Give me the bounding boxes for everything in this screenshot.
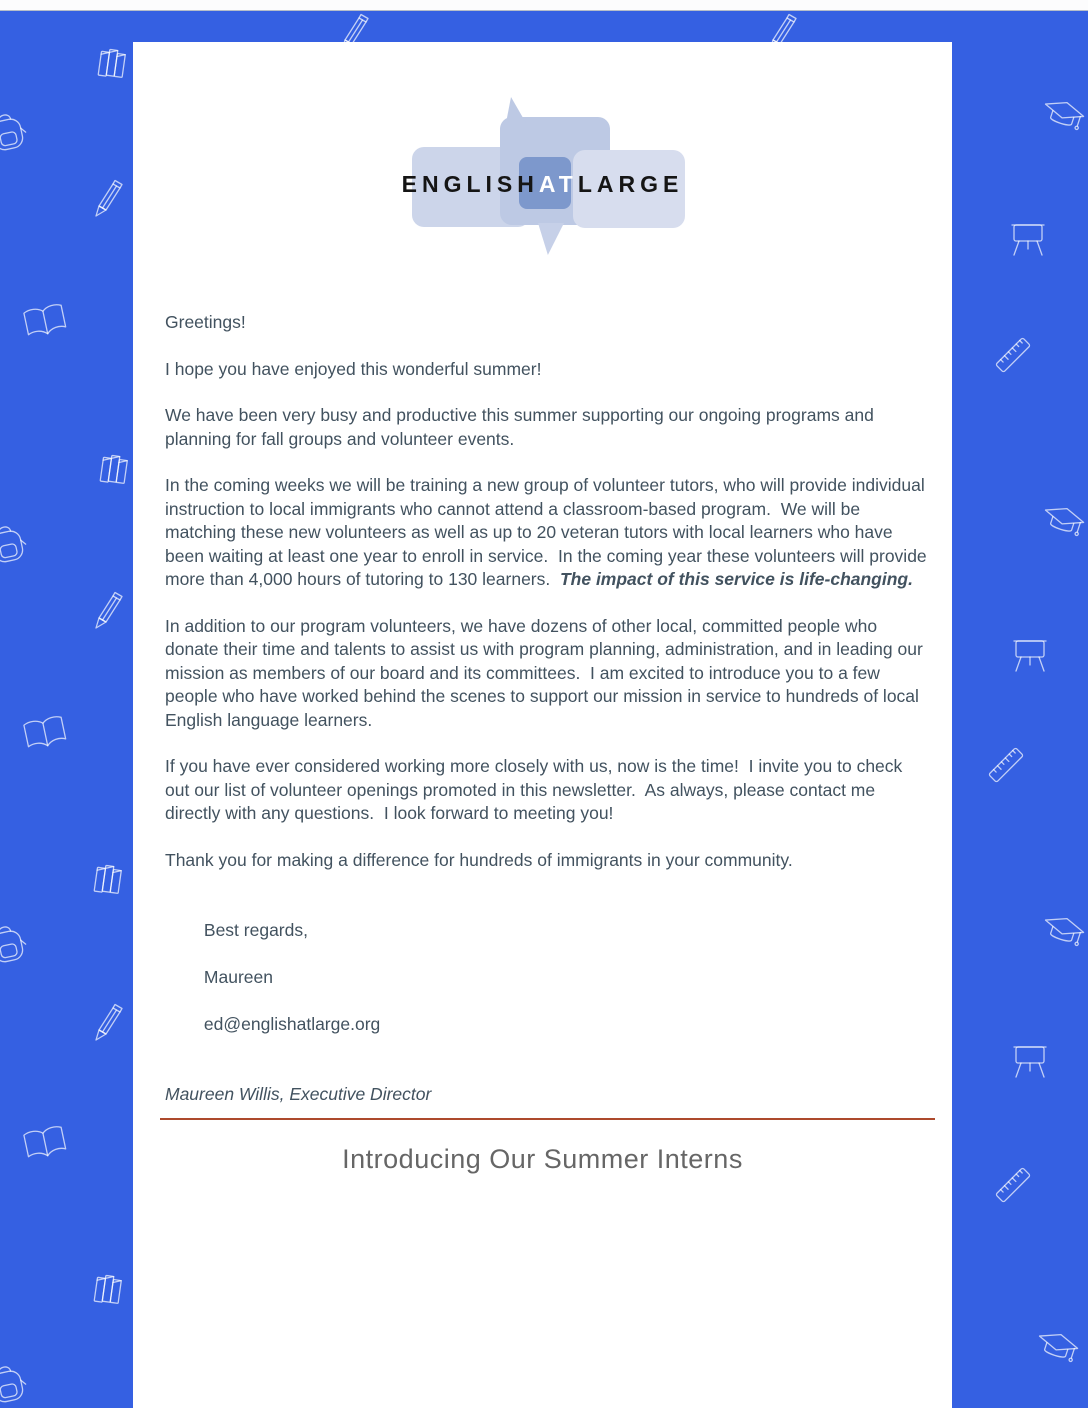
book-stack-icon xyxy=(85,855,132,902)
pencil-icon xyxy=(84,588,130,634)
open-book-icon xyxy=(16,707,74,758)
signature-line: Maureen Willis, Executive Director xyxy=(165,1083,432,1104)
letter-paragraph: In addition to our program volunteers, we have dozens of other local, committed people who donate their time and talents to assist us with program planning, administration, and in leading our mission as members of our board and its committees. I am excited to introduce you to a few people who have worked behind the scenes to support our mission in service to hundreds of local English language learners. xyxy=(165,615,928,730)
letter-paragraph: If you have ever considered working more closely with us, now is the time! I invite you to check out our list of volunteer openings promoted in this newsletter. As always, please contact me directly with any questions. I look forward to meeting you! xyxy=(165,756,908,823)
logo-word-at: AT xyxy=(538,171,578,197)
top-strip xyxy=(0,0,1088,11)
pencil-icon xyxy=(84,1000,130,1046)
signoff-line: Best regards, xyxy=(203,919,308,940)
signoff-block xyxy=(165,895,928,1060)
letter-paragraph: We have been very busy and productive this summer supporting our ongoing programs and planning for fall groups and volunteer events. xyxy=(165,405,879,449)
easel-icon xyxy=(1006,216,1050,260)
easel-icon xyxy=(1008,632,1052,676)
graduation-cap-icon xyxy=(1033,905,1088,957)
section-divider xyxy=(160,1118,935,1120)
ruler-icon xyxy=(985,744,1027,786)
book-stack-icon xyxy=(85,1265,132,1312)
emphasis-sentence: The impact of this service is life-changing. xyxy=(559,569,913,589)
book-stack-icon xyxy=(89,39,136,86)
graduation-cap-icon xyxy=(1033,495,1088,547)
speech-bubble-tail-icon xyxy=(506,97,526,123)
organization-logo xyxy=(370,95,715,285)
letter-greeting: Greetings! xyxy=(165,312,246,332)
section-heading: Introducing Our Summer Interns xyxy=(342,1144,743,1174)
letter-paragraph xyxy=(165,474,932,592)
graduation-cap-icon xyxy=(1027,1321,1086,1373)
letter-paragraph: Thank you for making a difference for hundreds of immigrants in your community. xyxy=(165,849,793,870)
speech-bubble-tail-icon xyxy=(538,223,564,255)
open-book-icon xyxy=(16,295,74,346)
graduation-cap-icon xyxy=(1033,89,1088,141)
backpack-icon xyxy=(0,1354,35,1408)
backpack-icon xyxy=(0,514,35,572)
signoff-line: Maureen xyxy=(203,966,273,987)
newsletter-card xyxy=(133,42,952,1408)
book-stack-icon xyxy=(91,445,138,492)
letter-body xyxy=(133,311,952,1106)
ruler-icon xyxy=(992,334,1034,376)
pencil-icon xyxy=(84,176,130,222)
backpack-icon xyxy=(0,102,35,160)
logo-word-english: ENGLISH xyxy=(401,171,539,197)
backpack-icon xyxy=(0,914,35,972)
paragraph-text: In the coming weeks we will be training a new group of volunteer tutors, who will provide individual instruction to local immigrants who cannot attend a classroom-based program. We will be matching these new volunteers as well as up to 20 veteran tutors with local learners who have been waiting at least one year to enroll in service. In the coming year these volunteers will provide more than 4,000 hours of tutoring to 130 learners. xyxy=(165,475,932,589)
open-book-icon xyxy=(16,1117,74,1168)
email-address[interactable]: ed@englishatlarge.org xyxy=(203,1013,381,1034)
ruler-icon xyxy=(992,1164,1034,1206)
logo-word-large: LARGE xyxy=(577,171,684,197)
letter-paragraph: I hope you have enjoyed this wonderful summer! xyxy=(165,358,542,379)
easel-icon xyxy=(1008,1038,1052,1082)
logo-text xyxy=(370,171,715,198)
